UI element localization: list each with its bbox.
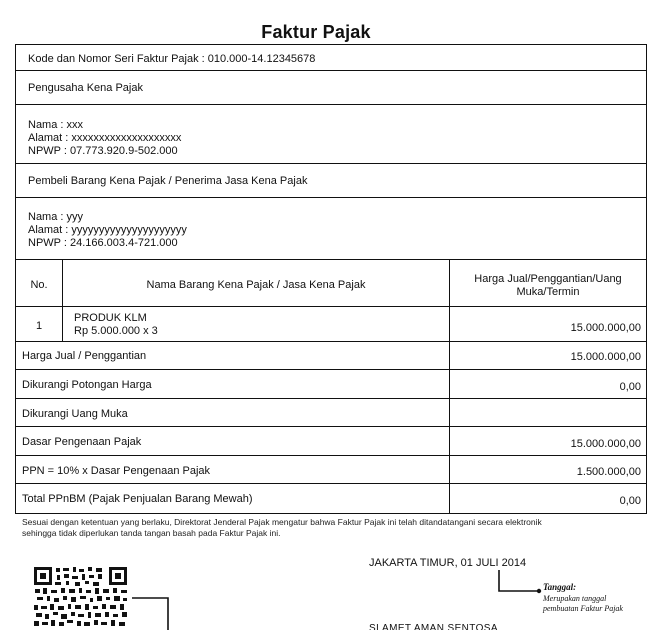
signer-name: SLAMET AMAN SENTOSA [369, 623, 498, 630]
serial-number-line: Kode dan Nomor Seri Faktur Pajak : 010.000-14.12345678 [28, 53, 316, 65]
row-divider [16, 163, 646, 164]
buyer-npwp: NPWP : 24.166.003.4-721.000 [28, 237, 178, 249]
items-header-price-line1: Harga Jual/Penggantian/Uang [474, 273, 622, 285]
row-divider [16, 197, 646, 198]
column-divider [62, 259, 63, 341]
summary-value-harga-jual: 15.000.000,00 [570, 351, 641, 363]
item-row-detail: Rp 5.000.000 x 3 [74, 325, 158, 337]
items-header-name: Nama Barang Kena Pajak / Jasa Kena Pajak [146, 279, 366, 291]
item-row-name: PRODUK KLM [74, 312, 147, 324]
footnote-line-2: sehingga tidak diperlukan tanda tangan basah pada Faktur Pajak ini. [22, 528, 281, 538]
seller-name: Nama : xxx [28, 119, 84, 131]
row-divider [16, 104, 646, 105]
seller-heading: Pengusaha Kena Pajak [28, 82, 143, 94]
items-header-price-line2: Muka/Termin [516, 286, 580, 298]
row-divider [16, 483, 646, 484]
date-callout-arrow [490, 566, 546, 594]
item-row-price: 15.000.000,00 [570, 322, 641, 334]
row-divider [16, 398, 646, 399]
row-divider [16, 259, 646, 260]
buyer-heading: Pembeli Barang Kena Pajak / Penerima Jasa Kena Pajak [28, 175, 308, 187]
summary-label-potongan: Dikurangi Potongan Harga [22, 379, 152, 391]
invoice-title: Faktur Pajak [261, 22, 371, 42]
invoice-table [15, 44, 647, 514]
row-divider [16, 426, 646, 427]
summary-label-ppn: PPN = 10% x Dasar Pengenaan Pajak [22, 465, 211, 477]
row-divider [16, 70, 646, 71]
date-annotation-description: Merupakan tanggal pembuatan Faktur Pajak [543, 594, 623, 613]
summary-label-harga-jual: Harga Jual / Penggantian [22, 350, 147, 362]
summary-label-dpp: Dasar Pengenaan Pajak [22, 436, 142, 448]
summary-label-uang-muka: Dikurangi Uang Muka [22, 408, 128, 420]
seller-address: Alamat : xxxxxxxxxxxxxxxxxxxx [28, 132, 182, 144]
footnote-line-1: Sesuai dengan ketentuan yang berlaku, Direktorat Jenderal Pajak mengatur bahwa Faktur Pajak ini telah ditandatangani secara elektronik [22, 517, 542, 527]
item-row-no: 1 [35, 320, 43, 332]
row-divider [16, 369, 646, 370]
seller-npwp: NPWP : 07.773.920.9-502.000 [28, 145, 178, 157]
buyer-name: Nama : yyy [28, 211, 84, 223]
summary-value-ppnbm: 0,00 [619, 495, 641, 507]
row-divider [16, 306, 646, 307]
row-divider [16, 341, 646, 342]
items-header-no: No. [30, 279, 48, 291]
date-annotation-title: Tanggal: [543, 582, 577, 592]
summary-value-dpp: 15.000.000,00 [570, 438, 641, 450]
summary-value-potongan: 0,00 [619, 381, 641, 393]
buyer-address: Alamat : yyyyyyyyyyyyyyyyyyyyy [28, 224, 187, 236]
qr-code [33, 566, 129, 630]
electronic-signature-note [22, 517, 632, 539]
qr-callout-line [130, 596, 172, 630]
summary-value-ppn: 1.500.000,00 [576, 466, 641, 478]
row-divider [16, 455, 646, 456]
summary-label-ppnbm: Total PPnBM (Pajak Penjualan Barang Mewah) [22, 493, 253, 505]
place-and-date: JAKARTA TIMUR, 01 JULI 2014 [369, 557, 527, 569]
